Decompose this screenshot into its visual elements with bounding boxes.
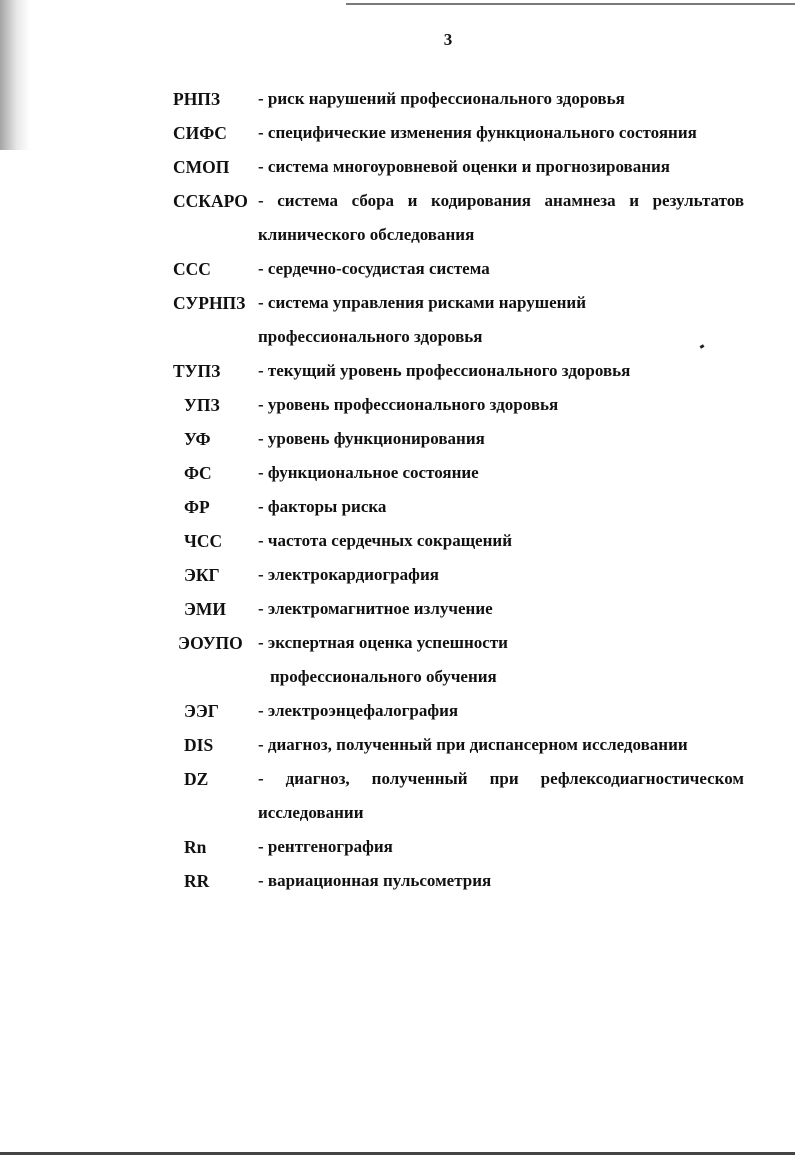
abbreviation-definition: - электромагнитное излучение	[258, 599, 493, 618]
abbreviation-entry	[0, 728, 795, 762]
abbreviation-definition: - риск нарушений профессионального здоровья	[258, 89, 625, 108]
abbreviation-definition: - электроэнцефалография	[258, 701, 459, 720]
abbreviation-definition: - рентгенография	[258, 837, 393, 856]
abbreviation-term: ЧСС	[184, 531, 223, 551]
abbreviation-term: СМОП	[173, 157, 230, 177]
abbreviation-term: РНПЗ	[173, 89, 221, 109]
abbreviation-definition-line-1: - система управления рисками нарушений	[258, 293, 586, 312]
abbreviation-entry	[0, 694, 795, 728]
abbreviation-entry	[0, 524, 795, 558]
page-number: 3	[443, 30, 453, 49]
abbreviation-term: Rn	[184, 837, 207, 857]
abbreviation-definition: - функциональное состояние	[258, 463, 479, 482]
abbreviation-entry	[0, 422, 795, 456]
abbreviation-term: ЭКГ	[184, 565, 220, 585]
abbreviation-term: DIS	[184, 735, 214, 755]
abbreviation-entry	[0, 626, 795, 694]
abbreviation-definition: - электрокардиография	[258, 565, 439, 584]
abbreviation-term: УПЗ	[184, 395, 220, 415]
abbreviation-term: ФС	[184, 463, 212, 483]
abbreviation-entry	[0, 150, 795, 184]
abbreviation-definition: - система сбора и кодирования анамнеза и результатов клинического обследования	[258, 191, 744, 244]
scan-top-line	[346, 3, 795, 5]
abbreviation-entry	[0, 558, 795, 592]
abbreviation-definition: - факторы риска	[258, 497, 387, 516]
abbreviation-definition: - уровень профессионального здоровья	[258, 395, 559, 414]
abbreviation-entry	[0, 592, 795, 626]
scan-bottom-line	[0, 1152, 795, 1155]
abbreviation-entry	[0, 456, 795, 490]
abbreviation-term: ЭЭГ	[184, 701, 219, 721]
abbreviation-entry	[0, 252, 795, 286]
abbreviation-term: ЭМИ	[184, 599, 226, 619]
abbreviation-term: RR	[184, 871, 210, 891]
abbreviation-definition: - уровень функционирования	[258, 429, 485, 448]
abbreviation-list	[0, 82, 795, 898]
abbreviation-term: ФР	[184, 497, 210, 517]
abbreviation-definition-line-2: профессионального здоровья	[258, 327, 483, 346]
abbreviation-term: ЭОУПО	[178, 633, 243, 653]
abbreviation-definition: - диагноз, полученный при диспансерном исследовании	[258, 735, 688, 754]
abbreviation-definition: - специфические изменения функционального состояния	[258, 123, 697, 142]
abbreviation-definition: - вариационная пульсометрия	[258, 871, 492, 890]
abbreviation-definition: - система многоуровневой оценки и прогнозирования	[258, 157, 671, 176]
abbreviation-term: СИФС	[173, 123, 227, 143]
abbreviation-term: ССКАРО	[173, 191, 248, 211]
abbreviation-entry	[0, 490, 795, 524]
abbreviation-entry	[0, 116, 795, 150]
abbreviation-entry	[0, 82, 795, 116]
abbreviation-entry	[0, 354, 795, 388]
abbreviation-entry	[0, 864, 795, 898]
abbreviation-definition: - частота сердечных сокращений	[258, 531, 512, 550]
abbreviation-entry	[0, 830, 795, 864]
abbreviation-definition-line-1: - экспертная оценка успешности	[258, 633, 508, 652]
abbreviation-entry	[0, 762, 795, 830]
abbreviation-term: DZ	[184, 769, 209, 789]
abbreviation-definition: - сердечно-сосудистая система	[258, 259, 490, 278]
abbreviation-entry	[0, 286, 795, 354]
abbreviation-definition-line-2: профессионального обучения	[270, 667, 497, 686]
abbreviation-entry	[0, 184, 795, 252]
abbreviation-term: УФ	[184, 429, 211, 449]
abbreviation-entry	[0, 388, 795, 422]
abbreviation-term: ТУПЗ	[173, 361, 221, 381]
abbreviation-term: ССС	[173, 259, 211, 279]
abbreviation-definition: - диагноз, полученный при рефлексодиагностическом исследовании	[258, 769, 744, 822]
abbreviation-definition: - текущий уровень профессионального здоровья	[258, 361, 631, 380]
abbreviation-term: СУРНПЗ	[173, 293, 246, 313]
